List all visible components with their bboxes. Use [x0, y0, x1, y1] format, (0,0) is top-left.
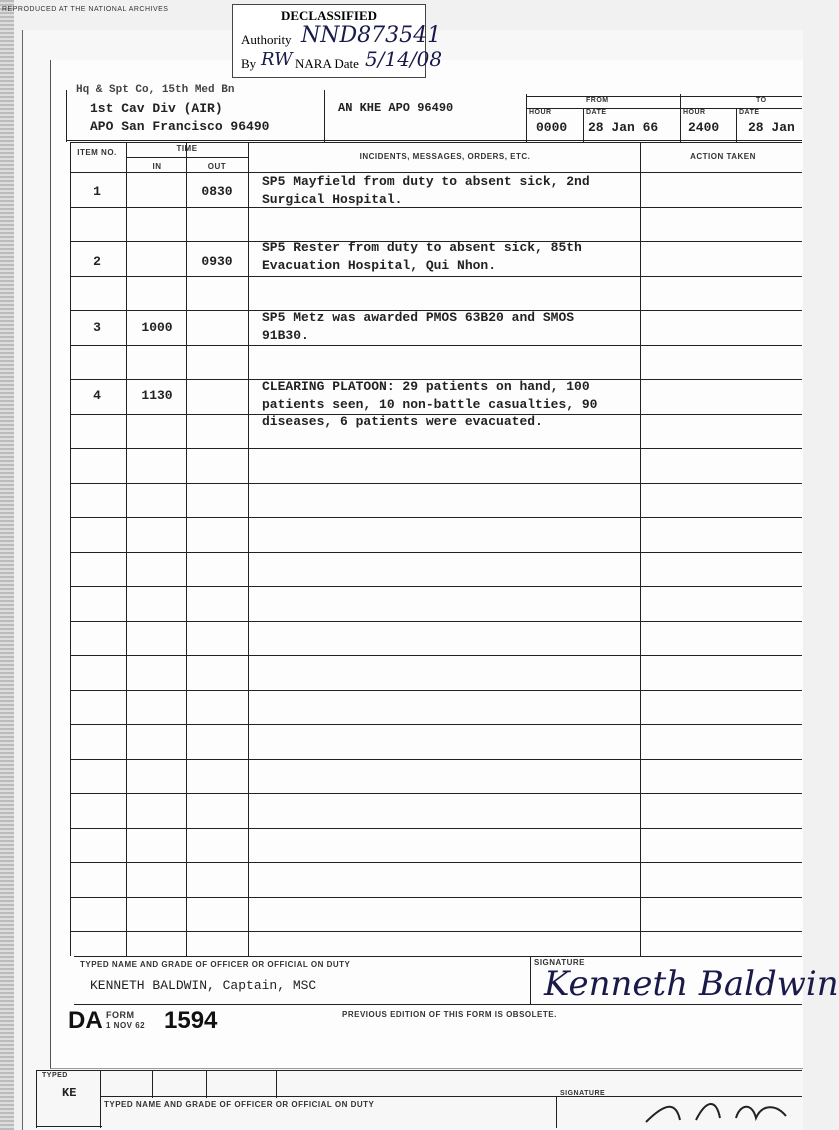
to-date: 28 Jan	[748, 120, 795, 135]
stamp-authority-value: NND873541	[301, 23, 442, 48]
table-col-rule	[70, 142, 71, 956]
table-row-rule	[70, 345, 802, 346]
table-row-rule	[70, 448, 802, 449]
under-signature-label: SIGNATURE	[560, 1090, 606, 1097]
journal-header	[66, 84, 802, 142]
signature: Kenneth Baldwin	[544, 964, 839, 1004]
declassified-stamp	[232, 4, 443, 78]
entry-4-in: 1130	[141, 388, 173, 403]
table-row-rule	[70, 241, 802, 242]
table-row-rule	[70, 862, 802, 863]
table-row-rule	[70, 690, 802, 691]
table-col-rule	[126, 142, 127, 956]
entry-1-line1: SP5 Mayfield from duty to absent sick, 2nd	[262, 174, 590, 189]
col-item-header: ITEM NO.	[77, 148, 117, 157]
stamp-date: 5/14/08	[365, 47, 443, 71]
entry-2-line2: Evacuation Hospital, Qui Nhon.	[262, 258, 497, 273]
entry-3-line1: SP5 Metz was awarded PMOS 63B20 and SMOS	[262, 310, 575, 325]
table-row-rule	[70, 724, 802, 725]
archive-note: REPRODUCED AT THE NATIONAL ARCHIVES	[2, 6, 169, 13]
typed-name-label: TYPED NAME AND GRADE OF OFFICER OR OFFICIAL ON DUTY	[80, 960, 351, 969]
entry-1-out: 0830	[201, 184, 233, 199]
table-row-rule	[70, 655, 802, 656]
org-line1: Hq & Spt Co, 15th Med Bn	[76, 84, 235, 96]
location: AN KHE APO 96490	[338, 101, 454, 115]
under-typed-label: TYPED	[42, 1072, 68, 1079]
stamp-title: DECLASSIFIED	[280, 8, 378, 23]
table-row-rule	[70, 414, 802, 415]
from-hour: 0000	[536, 120, 568, 135]
entry-3-line2: 91B30.	[262, 328, 309, 343]
org-line3: APO San Francisco 96490	[90, 119, 270, 134]
entry-4-no: 4	[93, 388, 101, 403]
under-typed-name-label: TYPED NAME AND GRADE OF OFFICER OR OFFICIAL ON DUTY	[104, 1100, 375, 1109]
table-row-rule	[70, 586, 802, 587]
stamp-by-label: By	[241, 56, 257, 71]
table-row-rule	[70, 828, 802, 829]
typed-name-value: KENNETH BALDWIN, Captain, MSC	[90, 978, 317, 993]
from-date-label: DATE	[586, 109, 607, 116]
org-line2: 1st Cav Div (AIR)	[90, 101, 223, 116]
table-row-rule	[70, 276, 802, 277]
table-row-rule	[70, 310, 802, 311]
form-date: 1 NOV 62	[106, 1021, 146, 1030]
from-date: 28 Jan 66	[588, 120, 659, 135]
signature-label: SIGNATURE	[534, 958, 586, 967]
stamp-initials: RW	[261, 49, 293, 70]
table-row-rule	[70, 207, 802, 208]
table-col-rule	[640, 142, 641, 956]
table-row-rule	[70, 931, 802, 932]
col-out-header: OUT	[207, 162, 227, 171]
to-date-label: DATE	[739, 109, 760, 116]
table-row-rule	[70, 517, 802, 518]
under-signature-mark	[636, 1092, 802, 1128]
table-col-rule	[186, 142, 187, 956]
under-sheet-footer	[36, 1068, 802, 1130]
table-row-rule	[70, 379, 802, 380]
table-col-rule	[248, 142, 249, 956]
entry-4-line2: patients seen, 10 non-battle casualties, 90	[262, 397, 598, 412]
col-time-header: TIME	[176, 144, 198, 153]
table-row-rule	[70, 897, 802, 898]
table-row-rule	[70, 793, 802, 794]
table-row-rule	[70, 759, 802, 760]
entry-2-out: 0930	[201, 254, 233, 269]
form-number: 1594	[164, 1007, 218, 1034]
entry-1-no: 1	[93, 184, 101, 199]
form-label: FORM	[106, 1010, 135, 1020]
table-row-rule	[70, 483, 802, 484]
col-incidents-header: INCIDENTS, MESSAGES, ORDERS, ETC.	[359, 152, 531, 161]
entry-3-in: 1000	[141, 320, 173, 335]
under-initials: KE	[62, 1086, 77, 1100]
form-da: DA	[68, 1007, 103, 1034]
to-hour-label: HOUR	[683, 109, 706, 116]
entry-3-no: 3	[93, 320, 101, 335]
table-row-rule	[70, 621, 802, 622]
entry-1-line2: Surgical Hospital.	[262, 192, 403, 207]
stamp-nara-date-label: NARA Date	[295, 56, 359, 71]
table-row-rule	[70, 552, 802, 553]
journal-footer	[68, 956, 839, 1068]
entry-2-no: 2	[93, 254, 101, 269]
to-hour: 2400	[688, 120, 720, 135]
scan-edge	[0, 0, 14, 1130]
col-in-header: IN	[152, 162, 162, 171]
entry-2-line1: SP5 Rester from duty to absent sick, 85th	[262, 240, 582, 255]
obsolete-note: PREVIOUS EDITION OF THIS FORM IS OBSOLETE.	[342, 1010, 557, 1019]
table-top-rule	[70, 142, 802, 143]
from-label: FROM	[586, 97, 609, 104]
col-action-header: ACTION TAKEN	[690, 152, 756, 161]
entry-4-line3: diseases, 6 patients were evacuated.	[262, 414, 543, 429]
entry-4-line1: CLEARING PLATOON: 29 patients on hand, 100	[262, 379, 590, 394]
incident-table	[70, 142, 802, 956]
stamp-authority-label: Authority	[241, 32, 292, 47]
to-label: TO	[756, 97, 767, 104]
from-hour-label: HOUR	[529, 109, 552, 116]
